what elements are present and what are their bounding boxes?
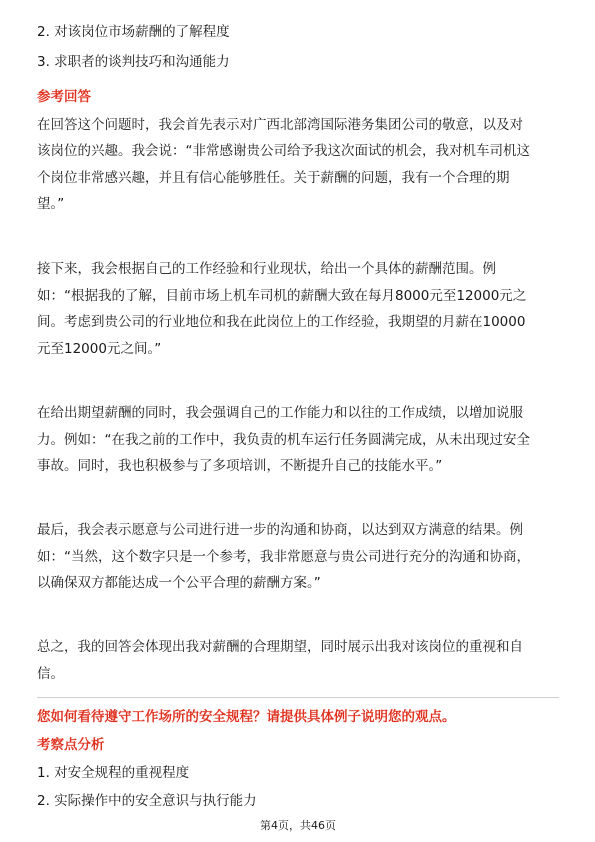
paragraph-line: 如：“根据我的了解，目前市场上机车司机的薪酬大致在每月8000元至12000元之	[37, 288, 527, 304]
analysis-heading: 考察点分析	[37, 737, 105, 753]
paragraph-line: 事故。同时，我也积极参与了多项培训，不断提升自己的技能水平。”	[37, 458, 443, 474]
list-item: 2. 对该岗位市场薪酬的了解程度	[37, 24, 230, 40]
paragraph-line: 总之，我的回答会体现出我对薪酬的合理期望，同时展示出我对该岗位的重视和自	[37, 639, 523, 655]
section-divider	[37, 697, 559, 698]
paragraph-line: 在给出期望薪酬的同时，我会强调自己的工作能力和以往的工作成绩，以增加说服	[37, 405, 523, 421]
paragraph-line: 如：“当然，这个数字只是一个参考，我非常愿意与贵公司进行充分的沟通和协商，	[37, 549, 530, 565]
paragraph-line: 个岗位非常感兴趣，并且有信心能够胜任。关于薪酬的问题，我有一个合理的期	[37, 170, 510, 186]
paragraph-line: 该岗位的兴趣。我会说：“非常感谢贵公司给予我这次面试的机会，我对机车司机这	[37, 143, 530, 159]
question-heading: 您如何看待遵守工作场所的安全规程？请提供具体例子说明您的观点。	[37, 709, 456, 725]
paragraph-line: 信。	[37, 666, 64, 682]
paragraph-line: 元至12000元之间。”	[37, 341, 162, 357]
paragraph-line: 以确保双方都能达成一个公平合理的薪酬方案。”	[37, 575, 321, 591]
paragraph-line: 最后，我会表示愿意与公司进行进一步的沟通和协商，以达到双方满意的结果。例	[37, 522, 523, 538]
page-number: 第4页，共46页	[260, 819, 336, 832]
paragraph-line: 在回答这个问题时，我会首先表示对广西北部湾国际港务集团公司的敬意，以及对	[37, 117, 523, 133]
paragraph-line: 间。考虑到贵公司的行业地位和我在此岗位上的工作经验，我期望的月薪在10000	[37, 314, 526, 330]
paragraph-line: 接下来，我会根据自己的工作经验和行业现状，给出一个具体的薪酬范围。例	[37, 261, 496, 277]
document-page	[37, 0, 559, 842]
paragraph-line: 望。”	[37, 196, 65, 212]
answer-heading: 参考回答	[37, 89, 91, 105]
list-item: 2. 实际操作中的安全意识与执行能力	[37, 793, 257, 809]
list-item: 1. 对安全规程的重视程度	[37, 765, 190, 781]
list-item: 3. 求职者的谈判技巧和沟通能力	[37, 54, 230, 70]
paragraph-line: 力。例如：“在我之前的工作中，我负责的机车运行任务圆满完成，从未出现过安全	[37, 432, 530, 448]
